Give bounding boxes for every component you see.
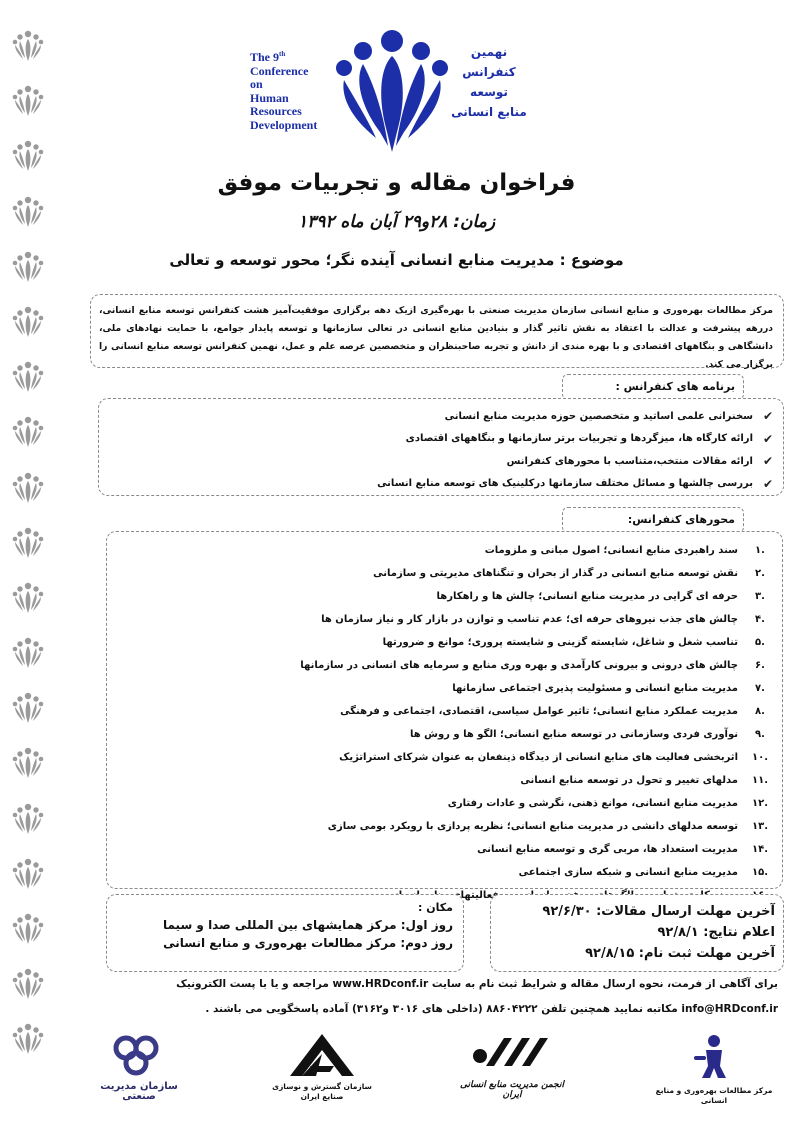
location-day1: روز اول: مرکز همایشهای بین المللی صدا و سیما — [163, 918, 453, 932]
axis-item-number: .۱۳ — [751, 821, 769, 832]
program-item — [99, 405, 783, 428]
axis-item-number: .۶ — [755, 660, 765, 671]
footer-line-2: info@HRDconf.ir مکاتبه نمایید همچنین تلفن ۸۸۶۰۴۲۲۲ (داخلی های ۳۰۱۶ و۳۱۶۲) آماده پاسخگویی می باشند . — [205, 1003, 778, 1015]
axis-item-text: سند راهبردی منابع انسانی؛ اصول مبانی و ملزومات — [484, 545, 738, 556]
axis-item-text: مدیریت منابع انسانی، موانع ذهنی، نگرشی و عادات رفتاری — [447, 798, 738, 809]
axis-item-text: فعالیتهای — [451, 890, 499, 901]
axis-item — [107, 654, 782, 677]
side-tree-icon — [12, 582, 44, 614]
page-title: فراخوان مقاله و تجربیات موفق — [217, 170, 576, 196]
axis-item — [107, 539, 782, 562]
axis-item — [107, 861, 782, 884]
axes-list — [107, 532, 782, 907]
partner-caption-2: انجمن مدیریت منابع انسانی ایران — [460, 1080, 564, 1100]
axes-box — [106, 531, 783, 901]
location-day2: روز دوم: مرکز مطالعات بهره‌وری و منابع انسانی — [163, 936, 453, 950]
axis-item-text: مدیریت منابع انسانی و شبکه سازی اجتماعی — [518, 867, 738, 878]
axis-item-number: .۱۲ — [751, 798, 769, 809]
axis-item — [107, 838, 782, 861]
check-icon: ✔ — [762, 409, 774, 424]
axis-item-text: نوآوری فردی وسازمانی در توسعه منابع انسانی؛ الگو ها و روش ها — [409, 729, 738, 740]
axis-item — [107, 746, 782, 769]
programs-list — [99, 399, 783, 495]
side-tree-icon — [12, 637, 44, 669]
conference-date: زمان: ۲۸و۲۹ آبان ماه ۱۳۹۲ — [297, 212, 496, 232]
side-tree-icon — [12, 140, 44, 172]
partner-caption-3: سازمان گسترش و نوسازی صنایع ایران — [272, 1082, 372, 1101]
axis-item — [107, 700, 782, 723]
side-tree-icon — [12, 30, 44, 62]
axis-item-number: .۷ — [755, 683, 765, 694]
axis-item — [107, 608, 782, 631]
axis-item-number: .۵ — [755, 637, 765, 648]
deadline-results: اعلام نتایج: ۹۲/۸/۱ — [657, 925, 775, 940]
program-item — [99, 428, 783, 451]
side-tree-icon — [12, 416, 44, 448]
footer-line-1: برای آگاهی از فرمت، نحوه ارسال مقاله و شرایط ثبت نام به سایت www.HRDconf.ir مراجعه و یا با پست الکترونیک — [176, 978, 778, 990]
axis-item — [107, 585, 782, 608]
side-tree-icon — [12, 306, 44, 338]
axis-item — [107, 677, 782, 700]
partner-caption-4: سازمان مدیریت صنعتی — [100, 1081, 178, 1102]
partner-logo-idro — [272, 1032, 372, 1106]
axis-item-text: مدیریت منابع انسانی و مسئولیت پذیری اجتماعی سازمانها — [452, 683, 738, 694]
axis-item-number: .۱۵ — [751, 867, 769, 878]
person-icon — [646, 1032, 782, 1082]
axes-header: محورهای کنفرانس: — [562, 507, 744, 533]
axis-item-text: چالش های درونی و بیرونی کارآمدی و بهره وری منابع و سرمایه های انسانی در سازمانها — [300, 660, 738, 671]
axis-item-number: .۳ — [755, 591, 765, 602]
axis-item-text: مدلهای تغییر و تحول در توسعه منابع انسانی — [520, 775, 738, 786]
axis-item-text: حرفه ای گرایی در مدیریت منابع انسانی؛ چالش ها و راهکارها — [436, 591, 738, 602]
logo-persian-text: نهمین کنفرانس توسعه منابع انسانی — [451, 45, 527, 119]
location-box — [106, 894, 464, 972]
programs-box — [98, 398, 784, 496]
axis-item-text: تناسب شغل و شاغل، شایسته گزینی و شایسته پروری؛ موانع و ضرورتها — [382, 637, 738, 648]
side-tree-icon — [12, 913, 44, 945]
axis-item-number: .۴ — [755, 614, 765, 625]
rings-icon — [86, 1032, 192, 1078]
axis-item-text: نقش توسعه منابع انسانی در گذار از بحران و تنگناهای مدیریتی و سازمانی — [373, 568, 738, 579]
axis-item-text: چالش های جذب نیروهای حرفه ای؛ عدم تناسب و توازن در بازار کار و نیاز سازمان ها — [321, 614, 738, 625]
side-tree-icon — [12, 527, 44, 559]
logo-english-text: The 9th Conference on Human Resources Development — [250, 50, 318, 132]
check-icon: ✔ — [762, 431, 774, 446]
side-tree-icon — [12, 1023, 44, 1055]
check-icon: ✔ — [762, 454, 774, 469]
axis-item-number: .۸ — [755, 706, 765, 717]
program-item-text: بررسی چالشها و مسائل مختلف سازمانها درکلینیک های توسعه منابع انسانی — [377, 478, 753, 490]
axis-item-number: .۲ — [755, 568, 765, 579]
axis-item-number: .۱۴ — [751, 844, 769, 855]
axis-item-number: .۱ — [755, 545, 765, 556]
conference-topic: موضوع : مدیریت منابع انسانی آینده نگر؛ محور توسعه و تعالی — [169, 251, 624, 269]
intro-text: مرکز مطالعات بهره‌وری و منابع انسانی سازمان مدیریت صنعتی با بهره‌گیری ازیک دهه برگزاری موفقیت‌آمیز هشت کنفرانس توسعه منابع انسانی، دررهه پیشرفت و عدالت با اعتقاد به نقش تاثیر گذار و بنیادین منابع انسانی در تعالی سازمانها و توسعه پایدار جوامع، با حمایت نهادهای ملی، دانشگاهی و بنگاههای اقتصادی و با بهره مندی از دانش و تجربه صاحبنظران و متخصصین عرصه علم و عمل، نهمین کنفرانس توسعه منابع انسانی را برگزار می کند. — [99, 305, 773, 370]
axis-item — [107, 723, 782, 746]
axis-item-text: اثربخشی فعالیت های منابع انسانی از دیدگاه ذینفعان به عنوان شرکای استراتژیک — [339, 752, 738, 763]
axis-item — [107, 769, 782, 792]
intro-box — [90, 294, 784, 368]
side-tree-icon — [12, 361, 44, 393]
axis-item-number: .۱۱ — [751, 775, 769, 786]
axis-item-text: مدیریت استعداد ها، مربی گری و توسعه منابع انسانی — [477, 844, 738, 855]
location-label: مکان : — [418, 901, 453, 914]
program-item-text: ارائه مقالات منتخب،متناسب با محورهای کنفرانس — [506, 455, 753, 467]
deadline-submission: آخرین مهلت ارسال مقالات: ۹۲/۶/۳۰ — [542, 904, 775, 919]
axis-item-text: توسعه مدلهای دانشی در مدیریت منابع انسانی؛ نظریه پردازی با رویکرد بومی سازی — [327, 821, 738, 832]
program-item-text: سخنرانی علمی اساتید و متخصصین حوزه مدیریت منابع انسانی — [444, 410, 753, 422]
side-tree-icon — [12, 472, 44, 504]
axis-item — [107, 562, 782, 585]
side-tree-icon — [12, 968, 44, 1000]
axis-item — [107, 815, 782, 838]
axis-item-number: .۱۰ — [751, 752, 769, 763]
deadlines-box — [490, 894, 784, 972]
side-tree-icon — [12, 858, 44, 890]
partner-logo-imi — [86, 1032, 192, 1106]
people-tree-icon — [332, 28, 452, 158]
programs-header: برنامه های کنفرانس : — [562, 374, 744, 400]
program-item — [99, 473, 783, 496]
partner-logo-hrm-association — [452, 1032, 572, 1106]
arrows-icon — [452, 1032, 572, 1076]
conference-logo — [246, 28, 546, 158]
side-tree-icon — [12, 803, 44, 835]
deadline-registration: آخرین مهلت ثبت نام: ۹۲/۸/۱۵ — [585, 946, 775, 961]
side-tree-icon — [12, 747, 44, 779]
side-tree-icon — [12, 692, 44, 724]
partner-logo-productivity-center — [646, 1032, 782, 1106]
program-item — [99, 450, 783, 473]
axis-item — [107, 792, 782, 815]
partner-caption-1: مرکز مطالعات بهره‌وری و منابع انسانی — [655, 1086, 773, 1105]
pyramid-icon — [272, 1032, 372, 1078]
program-item-text: ارائه کارگاه ها، میزگردها و تجربیات برتر سازمانها و بنگاههای اقتصادی — [405, 433, 753, 445]
axis-item-text: مدیریت عملکرد منابع انسانی؛ تاثیر عوامل سیاسی، اقتصادی، اجتماعی و فرهنگی — [340, 706, 738, 717]
axis-item-number: .۹ — [755, 729, 765, 740]
axis-item — [107, 631, 782, 654]
check-icon: ✔ — [762, 476, 774, 491]
side-tree-icon — [12, 85, 44, 117]
